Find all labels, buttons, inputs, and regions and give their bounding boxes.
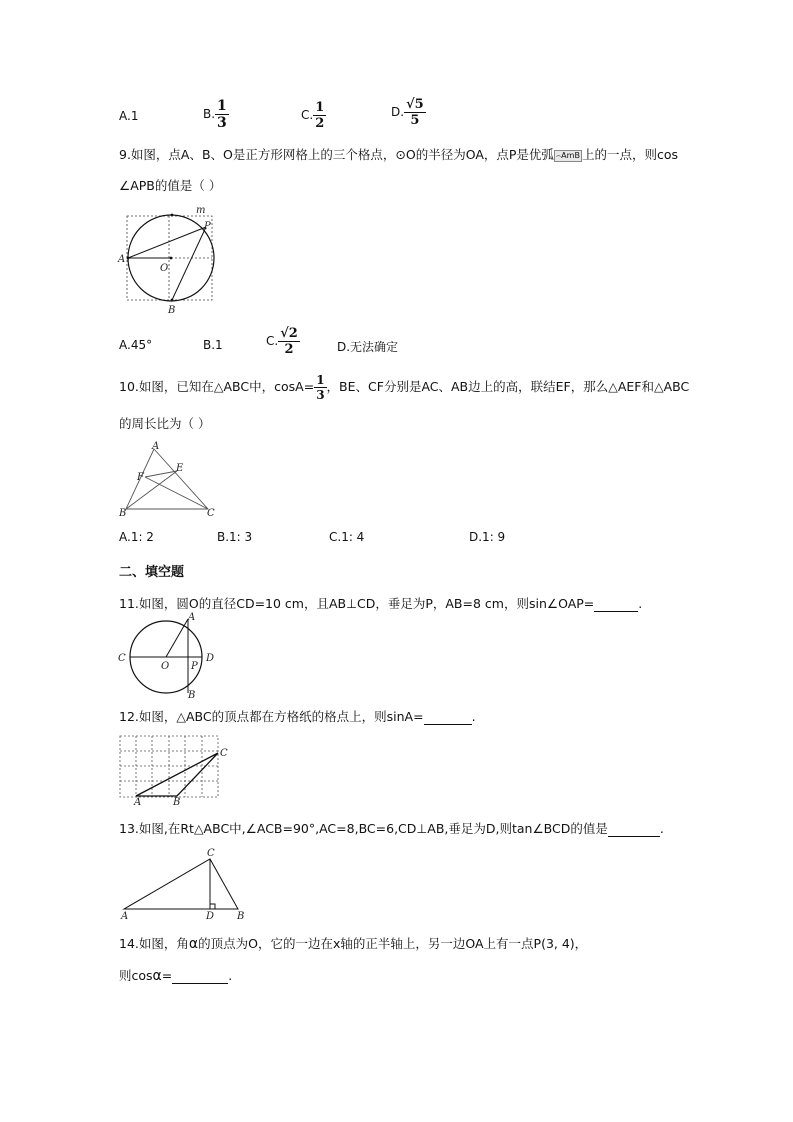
fraction-numerator: 1 — [316, 373, 325, 387]
q13-text: 13.如图,在Rt△ABC中,∠ACB=90°,AC=8,BC=6,CD⊥AB,垂足为D,则tan∠BCD的值是 — [119, 821, 608, 836]
q9-choice-d: D.无法确定 — [337, 340, 399, 354]
fraction-numerator: 1 — [217, 98, 227, 114]
q9-question-line2: ∠APB的值是（ ） — [119, 178, 222, 193]
q11-figure — [116, 609, 222, 699]
fraction-numerator: √5 — [406, 97, 424, 112]
q8-choice-c-prefix: C. — [301, 108, 314, 122]
q8-choice-b-prefix: B. — [203, 107, 216, 121]
q12-answer-blank[interactable] — [424, 709, 472, 725]
q12-text: 12.如图，△ABC的顶点都在方格纸的格点上，则sinA= — [119, 709, 424, 724]
q9-figure — [116, 205, 222, 317]
q10-label-e: E — [176, 463, 184, 474]
q10-label-a: A — [152, 441, 160, 452]
q12-figure — [116, 733, 236, 807]
q13-figure — [116, 846, 250, 922]
q14-question-line1 — [119, 934, 587, 952]
q14-text-start: 14.如图，角 — [119, 936, 189, 951]
q10-label-b: B — [119, 508, 127, 518]
q9-label-p: P — [204, 221, 211, 232]
q10-choice-b: B.1: 3 — [217, 530, 253, 544]
q8-choice-b-fraction — [215, 99, 229, 130]
q9-choice-c-prefix: C. — [266, 334, 279, 348]
q14-text-end: . — [228, 968, 233, 983]
q11-label-b: B — [188, 690, 196, 699]
fraction-denominator: 2 — [284, 342, 294, 357]
alpha-symbol: α — [152, 968, 162, 984]
q8-choice-a: A.1 — [119, 109, 139, 123]
fraction-denominator: 2 — [315, 116, 325, 131]
q8-choice-c — [301, 101, 326, 130]
q13-label-b: B — [237, 911, 245, 922]
q14-text-end: 的顶点为O，它的一边在x轴的正半轴上，另一边OA上有一点P(3, 4)， — [198, 936, 588, 951]
q12-label-c: C — [220, 748, 228, 759]
fraction-denominator: 3 — [217, 115, 227, 131]
q11-label-a: A — [188, 612, 196, 623]
q14-equals: = — [161, 968, 173, 983]
q11-label-o: O — [161, 661, 170, 672]
q8-choice-b — [203, 99, 229, 130]
q9-text-start: 9.如图，点A、B、O是正方形网格上的三个格点，⊙O的半径为OA，点P是优弧 — [119, 147, 554, 162]
q12-label-a: A — [134, 797, 142, 807]
q10-text-end: ，BE、CF分别是AC、AB边上的高，联结EF，那么△AEF和△ABC — [326, 379, 690, 394]
q8-choice-c-fraction — [313, 101, 326, 130]
q11-label-c: C — [118, 653, 126, 664]
q10-cos-fraction — [314, 374, 326, 401]
q11-text-end: . — [638, 596, 643, 611]
q13-label-c: C — [207, 848, 215, 859]
q11-label-d: D — [206, 653, 215, 664]
q13-question — [119, 819, 664, 837]
q13-label-a: A — [121, 911, 129, 922]
q12-text-end: . — [471, 709, 476, 724]
q10-label-c: C — [207, 508, 215, 518]
q14-question-line2 — [119, 966, 232, 984]
fraction-numerator: √2 — [280, 326, 298, 341]
q9-label-m: m — [196, 205, 206, 216]
q12-question — [119, 707, 476, 725]
q9-choice-c — [266, 327, 300, 356]
q10-question-line2: 的周长比为（ ） — [119, 416, 211, 431]
q12-label-b: B — [173, 797, 181, 807]
fraction-numerator: 1 — [315, 100, 325, 115]
fraction-denominator: 5 — [410, 113, 420, 128]
q8-choice-d-fraction — [404, 98, 426, 127]
q8-choice-d-prefix: D. — [391, 105, 405, 119]
q10-choice-d: D.1: 9 — [469, 530, 506, 544]
q10-text-start: 10.如图，已知在△ABC中，cosA= — [119, 379, 315, 394]
q14-cos-text: 则cos — [119, 968, 153, 983]
q9-question-line1 — [119, 145, 678, 163]
q10-figure — [116, 440, 216, 518]
q11-label-p: P — [191, 661, 198, 672]
q10-choice-a: A.1: 2 — [119, 530, 154, 544]
q9-label-a: A — [118, 254, 126, 265]
q13-answer-blank[interactable] — [608, 821, 660, 837]
section-title: 二、填空题 — [119, 565, 185, 580]
q13-text-end: . — [659, 821, 664, 836]
q9-choice-a: A.45° — [119, 338, 153, 352]
q14-answer-blank[interactable] — [172, 968, 228, 984]
fraction-denominator: 3 — [316, 388, 325, 402]
alpha-symbol: α — [188, 936, 199, 952]
q9-label-b: B — [168, 305, 176, 316]
q10-question-line1 — [119, 374, 689, 401]
q9-choice-b: B.1 — [203, 338, 223, 352]
arc-symbol-icon: ⌢AmB — [555, 150, 580, 160]
q9-choice-c-fraction — [278, 327, 300, 356]
q9-label-o: O — [160, 263, 169, 274]
q10-choice-c: C.1: 4 — [329, 530, 365, 544]
q11-answer-blank[interactable] — [594, 596, 638, 612]
q10-label-f: F — [137, 472, 144, 483]
q8-choice-d — [391, 98, 426, 127]
q13-label-d: D — [206, 911, 215, 922]
q9-text-end: 上的一点，则cos — [581, 147, 678, 162]
q11-text: 11.如图，圆O的直径CD=10 cm，且AB⊥CD，垂足为P，AB=8 cm，则sin∠OAP= — [119, 596, 595, 611]
